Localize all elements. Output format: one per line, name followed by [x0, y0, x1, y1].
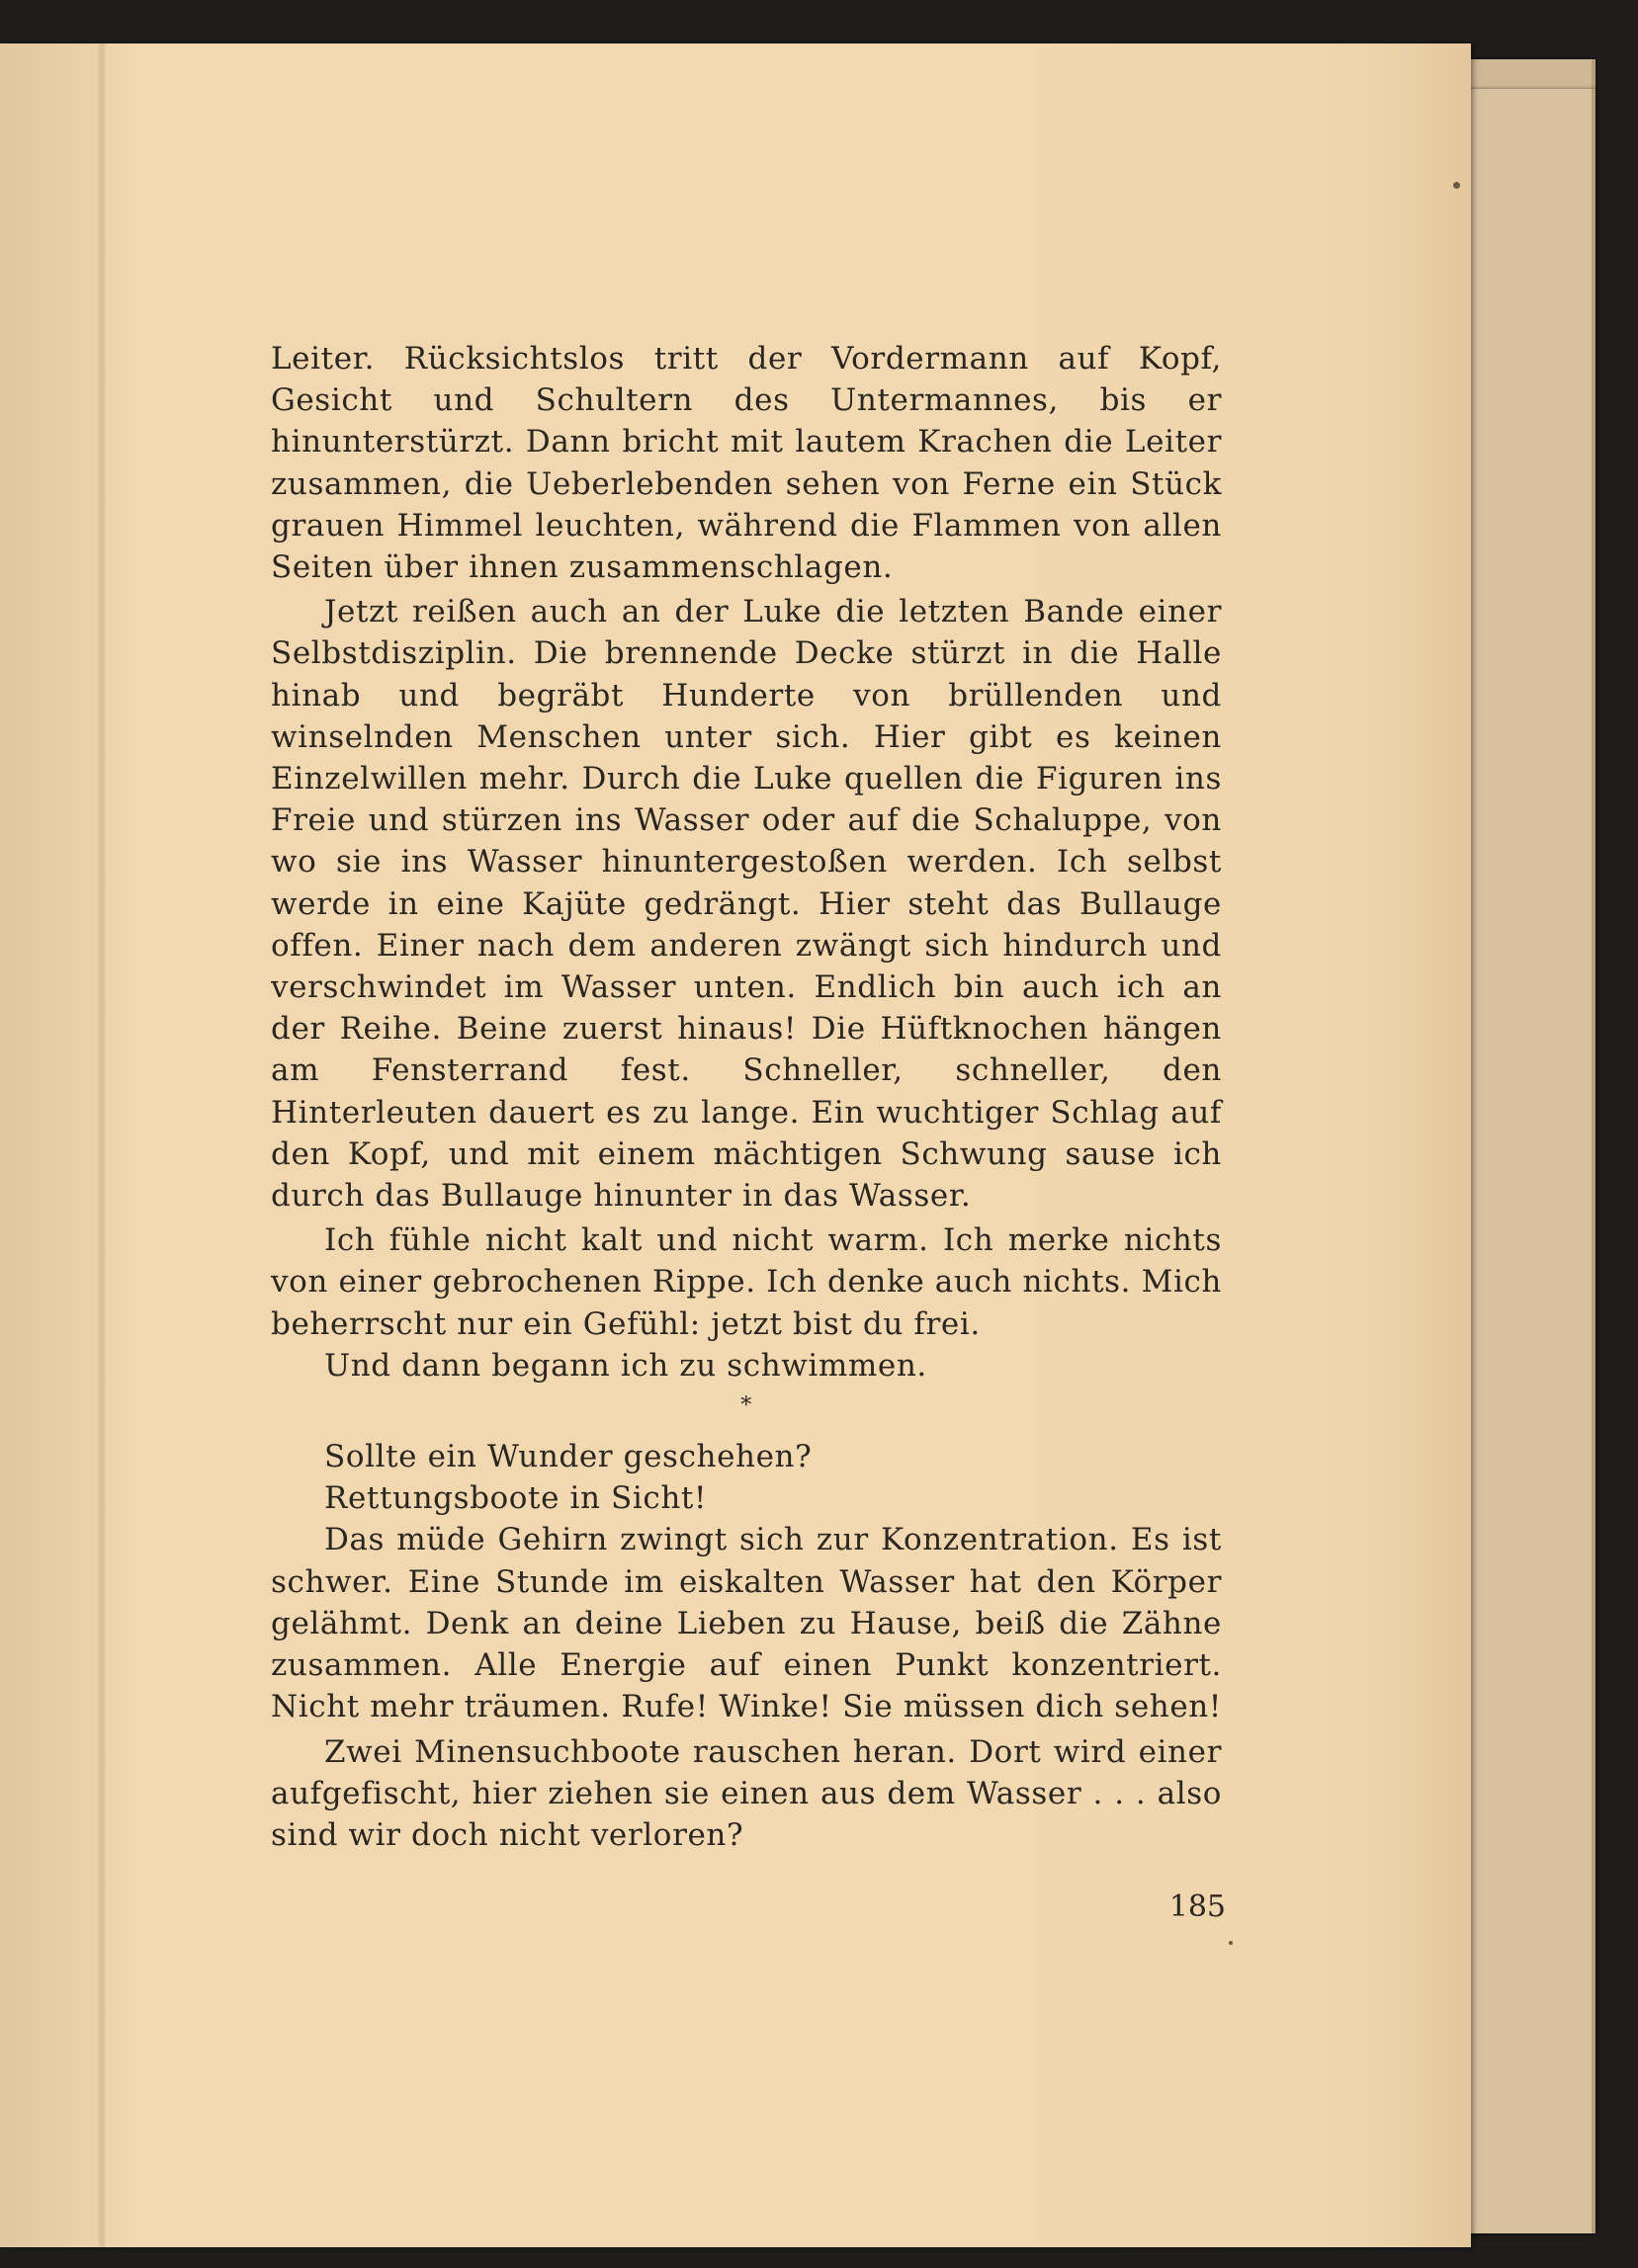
page-number: 185	[1168, 1890, 1226, 1924]
book-page	[0, 43, 1471, 2247]
paragraph-4: Und dann begann ich zu schwimmen.	[324, 1347, 927, 1384]
paragraph-3: Ich fühle nicht kalt und nicht warm. Ich merke nichts von einer gebrochenen Rippe. Ich denke auch nichts. Mich beherrscht nur ein Gefühl: jetzt bist du frei.	[271, 1222, 1222, 1342]
paper-speck	[1229, 1941, 1233, 1945]
paragraph-1: Leiter. Rücksichtslos tritt der Vordermann auf Kopf, Gesicht und Schultern des Untermannes, bis er hinunterstürzt. Dann bricht mit lautem Krachen die Leiter zusammen, die Ueberlebenden sehen von Ferne ein Stück grauen Himmel leuchten, während die Flammen von allen Seiten über ihnen zusammenschlagen.	[271, 341, 1222, 586]
section-separator: *	[740, 1393, 752, 1419]
paper-speck	[1453, 182, 1460, 189]
paragraph-7: Das müde Gehirn zwingt sich zur Konzentration. Es ist schwer. Eine Stunde im eiskalten Wasser hat den Körper gelähmt. Denk an deine Lieben zu Hause, beiß die Zähne zusammen. Alle Energie auf einen Punkt konzentriert. Nicht mehr träumen. Rufe! Winke! Sie müssen dich sehen!	[271, 1522, 1222, 1725]
page-gutter	[97, 43, 107, 2247]
paragraph-2: Jetzt reißen auch an der Luke die letzten Bande einer Selbstdisziplin. Die brennende Decke stürzt in die Halle hinab und begräbt Hunderte von brüllenden und winselnden Menschen unter sich. Hier gibt es keinen Einzelwillen mehr. Durch die Luke quellen die Figuren ins Freie und stürzen ins Wasser oder auf die Schaluppe, von wo sie ins Wasser hinuntergestoßen werden. Ich selbst werde in eine Kajüte gedrängt. Hier steht das Bullauge offen. Einer nach dem anderen zwängt sich hindurch und verschwindet im Wasser unten. Endlich bin auch ich an der Reihe. Beine zuerst hinaus! Die Hüftknochen hängen am Fensterrand fest. Schneller, schneller, den Hinterleuten dauert es zu lange. Ein wuchtiger Schlag auf den Kopf, und mit einem mächtigen Schwung sause ich durch das Bullauge hinunter in das Wasser.	[271, 594, 1222, 1215]
body-text	[271, 338, 1222, 1856]
paragraph-6: Rettungsboote in Sicht!	[324, 1480, 708, 1517]
paragraph-8: Zwei Minensuchboote rauschen heran. Dort wird einer aufgefischt, hier ziehen sie einen aus dem Wasser . . . also sind wir doch nicht verloren?	[271, 1733, 1222, 1853]
paragraph-5: Sollte ein Wunder geschehen?	[324, 1439, 813, 1475]
